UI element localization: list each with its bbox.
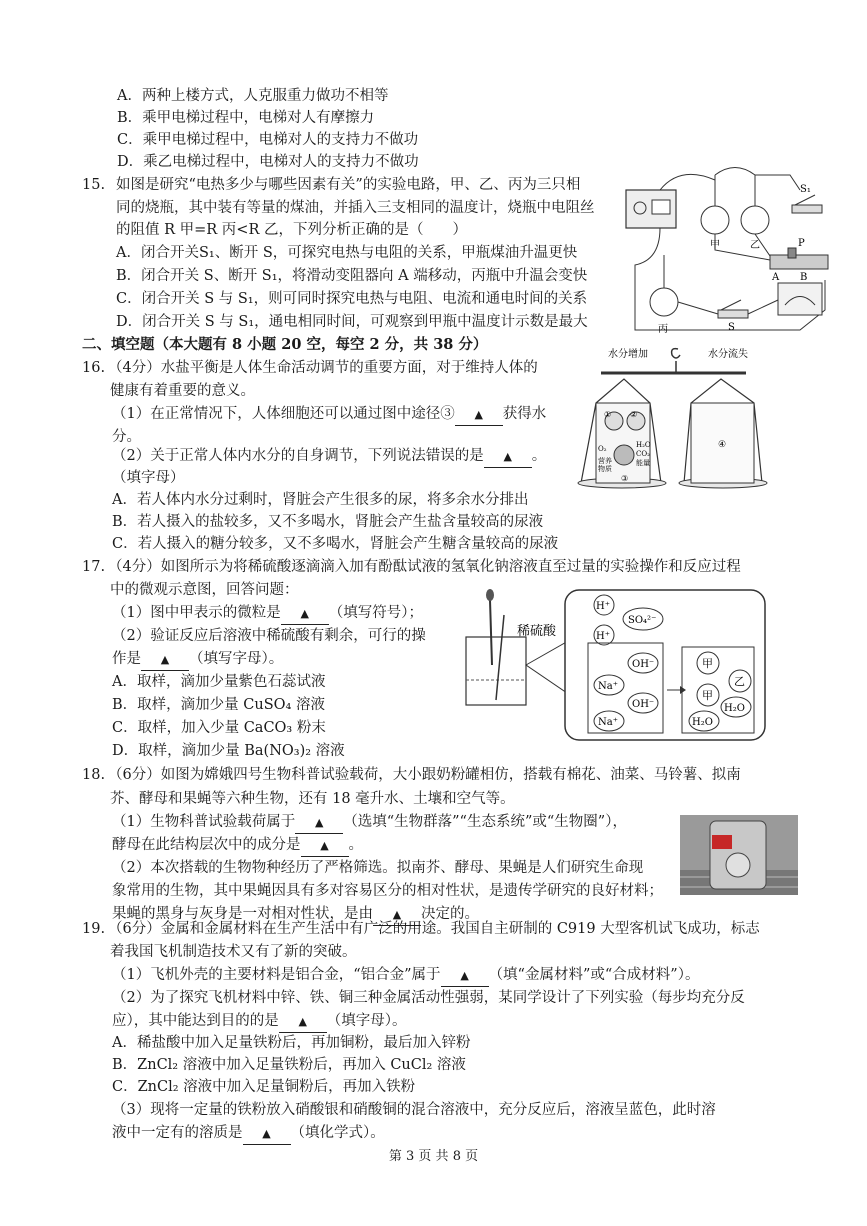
answer-blank[interactable] xyxy=(301,835,349,857)
q19-part1-tail: （填“金属材料”或“合成材料”）。 xyxy=(488,967,700,983)
blank-marker: ▲ xyxy=(503,450,512,463)
q19-number: 19. xyxy=(82,921,106,937)
q18-stem-1: （6分）如图为嫦娥四号生物科普试验载荷，大小跟奶粉罐相仿，搭载有棉花、油菜、马铃薯、拟南 xyxy=(108,767,741,783)
q15-stem-2: 同的烧瓶，其中装有等量的煤油，并插入三支相同的温度计，烧瓶中电阻丝 xyxy=(116,200,595,216)
q18-stem-2: 芥、酵母和果蝇等六种生物，还有 18 毫升水、土壤和空气等。 xyxy=(110,791,515,807)
q18-part1-line2 xyxy=(112,835,363,857)
label-p: P xyxy=(798,238,805,249)
q17-part1-text: （1）图中甲表示的微粒是 xyxy=(112,605,281,621)
q19-part2-tail: （填字母）。 xyxy=(326,1013,407,1029)
answer-blank[interactable] xyxy=(279,1011,327,1033)
q17-part2: （2）验证反应后溶液中稀硫酸有剩余，可行的操 xyxy=(112,628,426,644)
q19-part2-line2 xyxy=(112,1011,407,1033)
q17-option-a: A．取样，滴加少量紫色石蕊试液 xyxy=(112,674,326,690)
q15-stem-1: 如图是研究“电热多少与哪些因素有关”的实验电路，甲、乙、丙为三只相 xyxy=(116,177,581,193)
q14-option-c: C．乘甲电梯过程中，电梯对人的支持力不做功 xyxy=(117,132,419,148)
answer-blank[interactable] xyxy=(141,649,189,671)
label-energy: 能量 xyxy=(636,459,650,467)
label-h2o-2: H₂O xyxy=(692,717,713,728)
label-c3: ③ xyxy=(621,474,629,483)
blank-marker: ▲ xyxy=(320,839,329,852)
label-yi: 乙 xyxy=(734,675,745,688)
answer-blank[interactable] xyxy=(243,1123,291,1145)
q17-option-c: C．取样，加入少量 CaCO₃ 粉末 xyxy=(112,720,326,736)
logo-emblem xyxy=(726,853,750,877)
q17-part2-lead: 作是 xyxy=(112,651,141,667)
q19-stem-1: （6分）金属和金属材料在生产生活中有广泛的用途。我国自主研制的 C919 大型客机试飞成功，标志 xyxy=(108,921,760,937)
label-bing: 丙 xyxy=(658,324,668,335)
label-jia-2: 甲 xyxy=(702,689,713,702)
q18-part1-text: （1）生物科普试验载荷属于 xyxy=(112,814,296,830)
q15-option-a: A．闭合开关S₁、断开 S，可探究电热与电阻的关系，甲瓶煤油升温更快 xyxy=(116,245,578,261)
q17-part1-tail: （填写符号）； xyxy=(328,605,423,621)
blank-marker: ▲ xyxy=(298,1015,307,1028)
page-footer: 第 3 页 共 8 页 xyxy=(388,1149,479,1164)
blank-marker: ▲ xyxy=(460,969,469,982)
answer-blank[interactable] xyxy=(484,446,532,468)
q19-part3-line2 xyxy=(112,1123,385,1145)
q16-stem-2: 健康有着重要的意义。 xyxy=(110,383,255,399)
label-o2: O₂ xyxy=(598,445,607,453)
q18-part1-end: 。 xyxy=(348,837,363,853)
q17-part1 xyxy=(112,603,423,625)
label-b: B xyxy=(800,272,808,283)
q19-part3: （3）现将一定量的铁粉放入硝酸银和硝酸铜的混合溶液中，充分反应后，溶液呈蓝色，此时溶 xyxy=(112,1102,716,1118)
blank-marker: ▲ xyxy=(474,408,483,421)
flask-yi xyxy=(741,206,769,234)
payload-photo xyxy=(680,815,798,895)
label-h2o-1: H₂O xyxy=(724,703,745,714)
q19-part2-lead: 应），其中能达到目的的是 xyxy=(112,1013,279,1029)
label-s: S xyxy=(728,322,735,333)
q18-part2: （2）本次搭载的生物物种经历了严格筛选。拟南芥、酵母、果蝇是人们研究生命现 xyxy=(112,860,644,876)
q16-part2-tail: 。 xyxy=(531,448,547,464)
answer-blank[interactable] xyxy=(441,965,489,987)
q18-part1 xyxy=(112,812,627,834)
answer-blank[interactable] xyxy=(455,404,503,426)
circuit-diagram xyxy=(620,160,835,340)
q16-option-b: B．若人摄入的盐较多，又不多喝水，肾脏会产生盐含量较高的尿液 xyxy=(112,514,544,530)
glass-rod xyxy=(496,615,504,700)
q19-option-c: C．ZnCl₂ 溶液中加入足量铜粉后，再加入铁粉 xyxy=(112,1079,416,1095)
dropper xyxy=(490,600,492,665)
water-balance-figure xyxy=(566,343,776,503)
section-heading: 二、填空题（本大题有 8 小题 20 空，每空 2 分，共 38 分） xyxy=(82,336,488,353)
q14-option-d: D．乘乙电梯过程中，电梯对人的支持力不做功 xyxy=(117,154,419,170)
flask-bing xyxy=(650,288,678,316)
q16-part1-line2: 分。 xyxy=(112,429,141,445)
q17-stem-2: 中的微观示意图，回答问题： xyxy=(110,582,299,598)
flask-jia xyxy=(701,206,729,234)
q18-part2-tail: 决定的。 xyxy=(421,906,479,922)
label-co2: CO₂ xyxy=(636,450,650,458)
acid-base-figure xyxy=(460,585,770,745)
label-water-loss: 水分流失 xyxy=(708,349,748,360)
q15-number: 15. xyxy=(82,177,106,193)
q17-stem-1: （4分）如图所示为将稀硫酸逐滴滴入加有酚酞试液的氢氧化钠溶液直至过量的实验操作和反应过程 xyxy=(108,559,741,575)
blank-marker: ▲ xyxy=(262,1127,271,1140)
label-h2o: H₂O xyxy=(636,441,651,449)
q18-part2-line2: 象常用的生物，其中果蝇因具有多对容易区分的相对性状，是遗传学研究的良好材料； xyxy=(112,883,663,899)
q16-part1-text: （1）在正常情况下，人体细胞还可以通过图中途径③ xyxy=(112,406,455,422)
q16-part2 xyxy=(112,446,546,468)
blank-marker: ▲ xyxy=(315,816,324,829)
q17-option-d: D．取样，滴加少量 Ba(NO₃)₂ 溶液 xyxy=(112,743,345,759)
label-oh-2: OH⁻ xyxy=(632,699,655,710)
blank-marker: ▲ xyxy=(300,607,309,620)
q16-part1-tail: 获得水 xyxy=(502,406,547,422)
label-h-2: H⁺ xyxy=(596,631,610,642)
answer-blank[interactable] xyxy=(295,812,343,834)
answer-blank[interactable] xyxy=(281,603,329,625)
blank-marker: ▲ xyxy=(392,908,402,921)
q17-part2-tail: （填写字母）。 xyxy=(189,651,284,667)
label-s1: S₁ xyxy=(800,184,811,195)
q14-option-a: A．两种上楼方式，人克服重力做功不相等 xyxy=(117,88,389,104)
q17-number: 17. xyxy=(82,559,106,575)
q17-part2-line2 xyxy=(112,649,283,671)
q18-part1-tail: （选填“生物群落”“生态系统”或“生物圈”）， xyxy=(343,814,627,830)
q19-option-a: A．稀盐酸中加入足量铁粉后，再加铜粉，最后加入锌粉 xyxy=(112,1035,471,1051)
switch-s1 xyxy=(792,205,822,213)
q19-part2: （2）为了探究飞机材料中锌、铁、铜三种金属活动性强弱，某同学设计了下列实验（每步均充分反 xyxy=(112,990,745,1006)
q16-option-c: C．若人摄入的糖分较多，又不多喝水，肾脏会产生糖含量较高的尿液 xyxy=(112,536,559,552)
blank-marker: ▲ xyxy=(160,653,170,666)
cell-icon xyxy=(614,445,634,465)
switch-s xyxy=(718,310,748,318)
label-c1: ① xyxy=(604,410,612,419)
label-so4: SO₄²⁻ xyxy=(628,615,657,626)
rheostat xyxy=(770,255,828,269)
label-oh-1: OH⁻ xyxy=(632,659,655,670)
q16-number: 16. xyxy=(82,360,106,376)
label-food1: 营养 xyxy=(598,457,612,465)
q16-stem-1: （4分）水盐平衡是人体生命活动调节的重要方面，对于维持人体的 xyxy=(108,360,538,376)
label-c4: ④ xyxy=(718,440,727,450)
q18-part2-lead: 果蝇的黑身与灰身是一对相对性状，是由 xyxy=(112,906,373,922)
q19-part1-text: （1）飞机外壳的主要材料是铝合金，“铝合金”属于 xyxy=(112,967,441,983)
label-c2: ② xyxy=(630,410,638,419)
label-jia: 甲 xyxy=(710,240,720,251)
label-food2: 物质 xyxy=(598,465,612,473)
label-acid: 稀硫酸 xyxy=(517,624,557,639)
q15-option-d: D．闭合开关 S 与 S₁，通电相同时间，可观察到甲瓶中温度计示数是最大 xyxy=(116,314,588,330)
q16-part2-line2: （填字母） xyxy=(112,470,185,486)
q17-option-b: B．取样，滴加少量 CuSO₄ 溶液 xyxy=(112,697,325,713)
q19-part3-lead: 液中一定有的溶质是 xyxy=(112,1125,243,1141)
flag-icon xyxy=(712,835,732,849)
label-water-gain: 水分增加 xyxy=(608,349,648,360)
label-na-1: Na⁺ xyxy=(598,681,618,692)
dropper-bulb xyxy=(486,589,494,601)
q15-option-c: C．闭合开关 S 与 S₁，则可同时探究电热与电阻、电流和通电时间的关系 xyxy=(116,291,588,307)
q18-part1-lead: 酵母在此结构层次中的成分是 xyxy=(112,837,301,853)
q15-stem-3: 的阻值 R 甲=R 丙<R 乙，下列分析正确的是（ ） xyxy=(116,222,467,238)
q16-part2-text: （2）关于正常人体内水分的自身调节，下列说法错误的是 xyxy=(112,448,484,464)
label-yi: 乙 xyxy=(750,240,760,251)
q16-part1 xyxy=(112,404,546,426)
q19-stem-2: 着我国飞机制造技术又有了新的突破。 xyxy=(110,944,357,960)
q18-number: 18. xyxy=(82,767,106,783)
q19-part3-tail: （填化学式）。 xyxy=(290,1125,385,1141)
ammeter xyxy=(778,283,822,315)
label-jia-1: 甲 xyxy=(702,657,713,670)
label-na-2: Na⁺ xyxy=(598,717,618,728)
q14-option-b: B．乘甲电梯过程中，电梯对人有摩擦力 xyxy=(117,110,375,126)
label-h-1: H⁺ xyxy=(596,601,610,612)
q16-option-a: A．若人体内水分过剩时，肾脏会产生很多的尿，将多余水分排出 xyxy=(112,492,529,508)
q15-option-b: B．闭合开关 S、断开 S₁，将滑动变阻器向 A 端移动，丙瓶中升温会变快 xyxy=(116,268,588,284)
q19-part1 xyxy=(112,965,699,987)
q19-option-b: B．ZnCl₂ 溶液中加入足量铁粉后，再加入 CuCl₂ 溶液 xyxy=(112,1057,466,1073)
label-a: A xyxy=(772,272,780,283)
